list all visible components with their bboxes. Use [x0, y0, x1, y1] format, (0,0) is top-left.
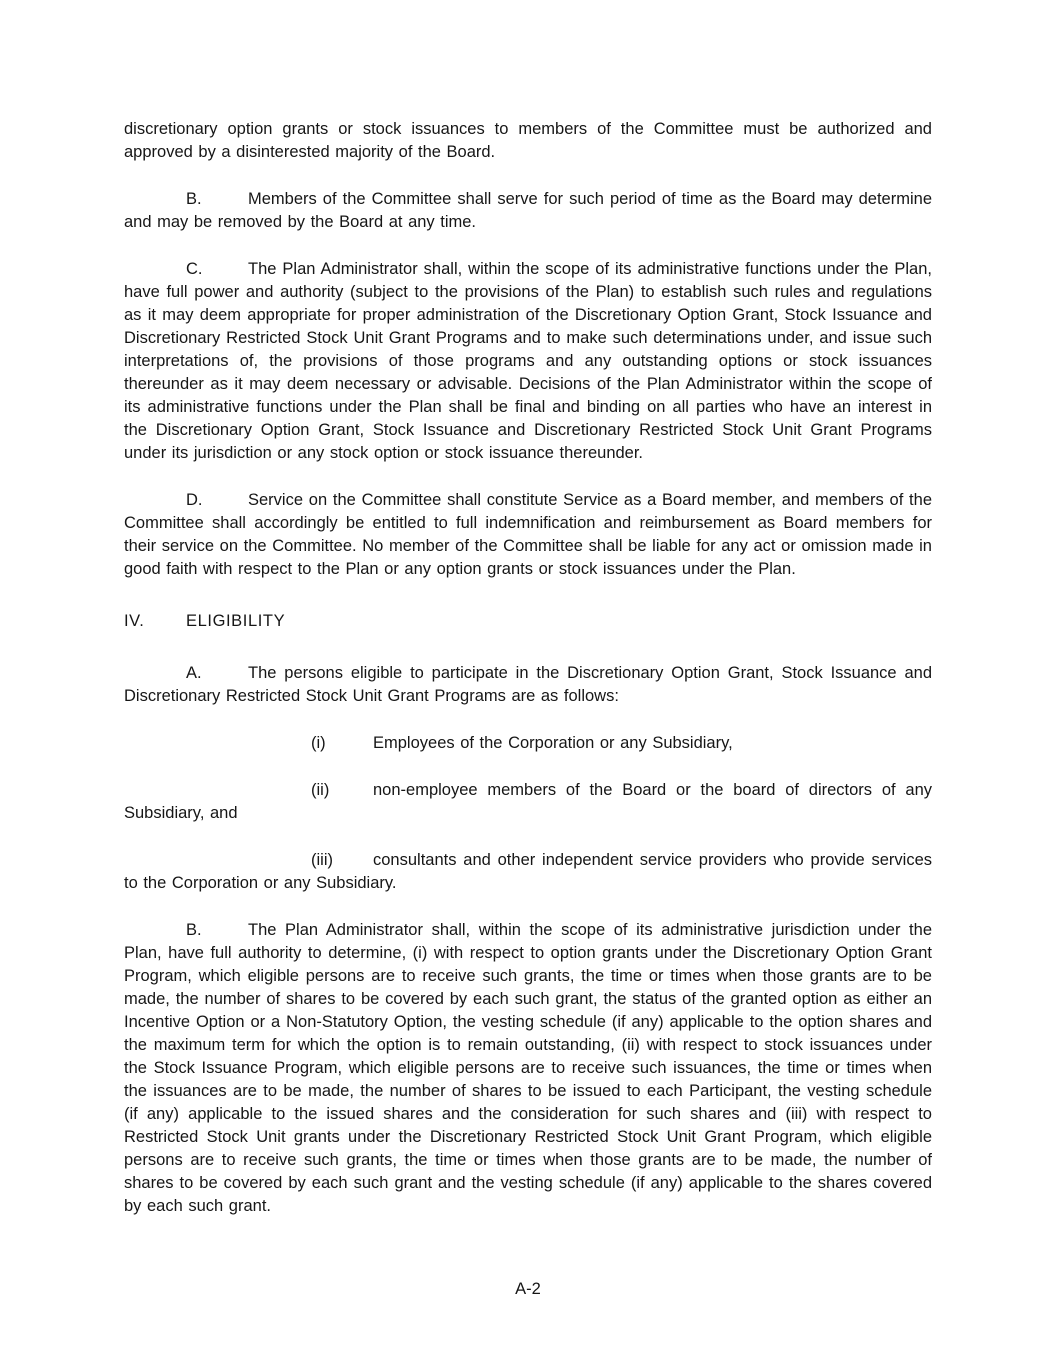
paragraph-c-plan-administrator	[124, 258, 932, 465]
list-item-iii	[124, 849, 932, 895]
continuation-paragraph	[124, 118, 932, 164]
paragraph-label: A.	[186, 664, 202, 682]
paragraph-label: C.	[186, 260, 203, 278]
paragraph-text: discretionary option grants or stock issuances to members of the Committee must be authorized and approved by a disinterested majority of the Board.	[124, 120, 932, 161]
paragraph-b-administrator-authority	[124, 919, 932, 1218]
section-heading-eligibility	[124, 610, 932, 633]
list-item-label: (ii)	[311, 781, 330, 799]
paragraph-text: Service on the Committee shall constitute Service as a Board member, and members of the Committee shall accordingly be entitled to full indemnification and reimbursement as Board members for their service on the Committee. No member of the Committee shall be liable for any act or omission made in good faith with respect to the Plan or any option grants or stock issuances under the Plan.	[124, 491, 932, 578]
paragraph-text: The persons eligible to participate in the Discretionary Option Grant, Stock Issuance and Discretionary Restricted Stock Unit Grant Programs are as follows:	[124, 664, 932, 705]
list-item-i	[124, 732, 932, 755]
list-item-label: (iii)	[311, 851, 333, 869]
section-title: ELIGIBILITY	[186, 612, 286, 630]
list-item-text: non-employee members of the Board or the board of directors of any Subsidiary, and	[124, 781, 932, 822]
list-item-label: (i)	[311, 734, 326, 752]
paragraph-d-committee-indemnification	[124, 489, 932, 581]
list-item-ii	[124, 779, 932, 825]
paragraph-text: The Plan Administrator shall, within the scope of its administrative functions under the Plan, have full power and authority (subject to the provisions of the Plan) to establish such rules and regulations as it may deem appropriate for proper administration of the Discretionary Option Grant, Stock Issuance and Discretionary Restricted Stock Unit Grant Programs and to make such determinations under, and issue such interpretations of, the provisions of those programs and any outstanding options or stock issuances thereunder as it may deem necessary or advisable. Decisions of the Plan Administrator within the scope of its administrative functions under the Plan shall be final and binding on all parties who have an interest in the Discretionary Option Grant, Stock Issuance and Discretionary Restricted Stock Unit Grant Programs under its jurisdiction or any stock option or stock issuance thereunder.	[124, 260, 932, 462]
paragraph-a-eligible-persons	[124, 662, 932, 708]
list-item-text: consultants and other independent service providers who provide services to the Corporation or any Subsidiary.	[124, 851, 932, 892]
paragraph-text: Members of the Committee shall serve for such period of time as the Board may determine and may be removed by the Board at any time.	[124, 190, 932, 231]
page-number: A-2	[515, 1280, 541, 1298]
paragraph-label: B.	[186, 921, 202, 939]
document-body	[124, 118, 932, 1242]
paragraph-text: The Plan Administrator shall, within the scope of its administrative jurisdiction under the Plan, have full authority to determine, (i) with respect to option grants under the Discretionary Option Grant Program, which eligible persons are to receive such grants, the time or times when those grants are to be made, the number of shares to be covered by each such grant, the status of the granted option as either an Incentive Option or a Non-Statutory Option, the vesting schedule (if any) applicable to the option shares and the maximum term for which the option is to remain outstanding, (ii) with respect to stock issuances under the Stock Issuance Program, which eligible persons are to receive such issuances, the time or times when the issuances are to be made, the number of shares to be issued to each Participant, the vesting schedule (if any) applicable to the issued shares and the consideration for such shares and (iii) with respect to Restricted Stock Unit grants under the Discretionary Restricted Stock Unit Grant Program, which eligible persons are to receive such grants, the time or times when those grants are to be made, the number of shares to be covered by each such grant and the vesting schedule (if any) applicable to the shares covered by each such grant.	[124, 921, 932, 1215]
section-number: IV.	[124, 612, 145, 630]
list-item-text: Employees of the Corporation or any Subsidiary,	[373, 734, 733, 752]
paragraph-b-committee-service	[124, 188, 932, 234]
paragraph-label: D.	[186, 491, 203, 509]
paragraph-label: B.	[186, 190, 202, 208]
